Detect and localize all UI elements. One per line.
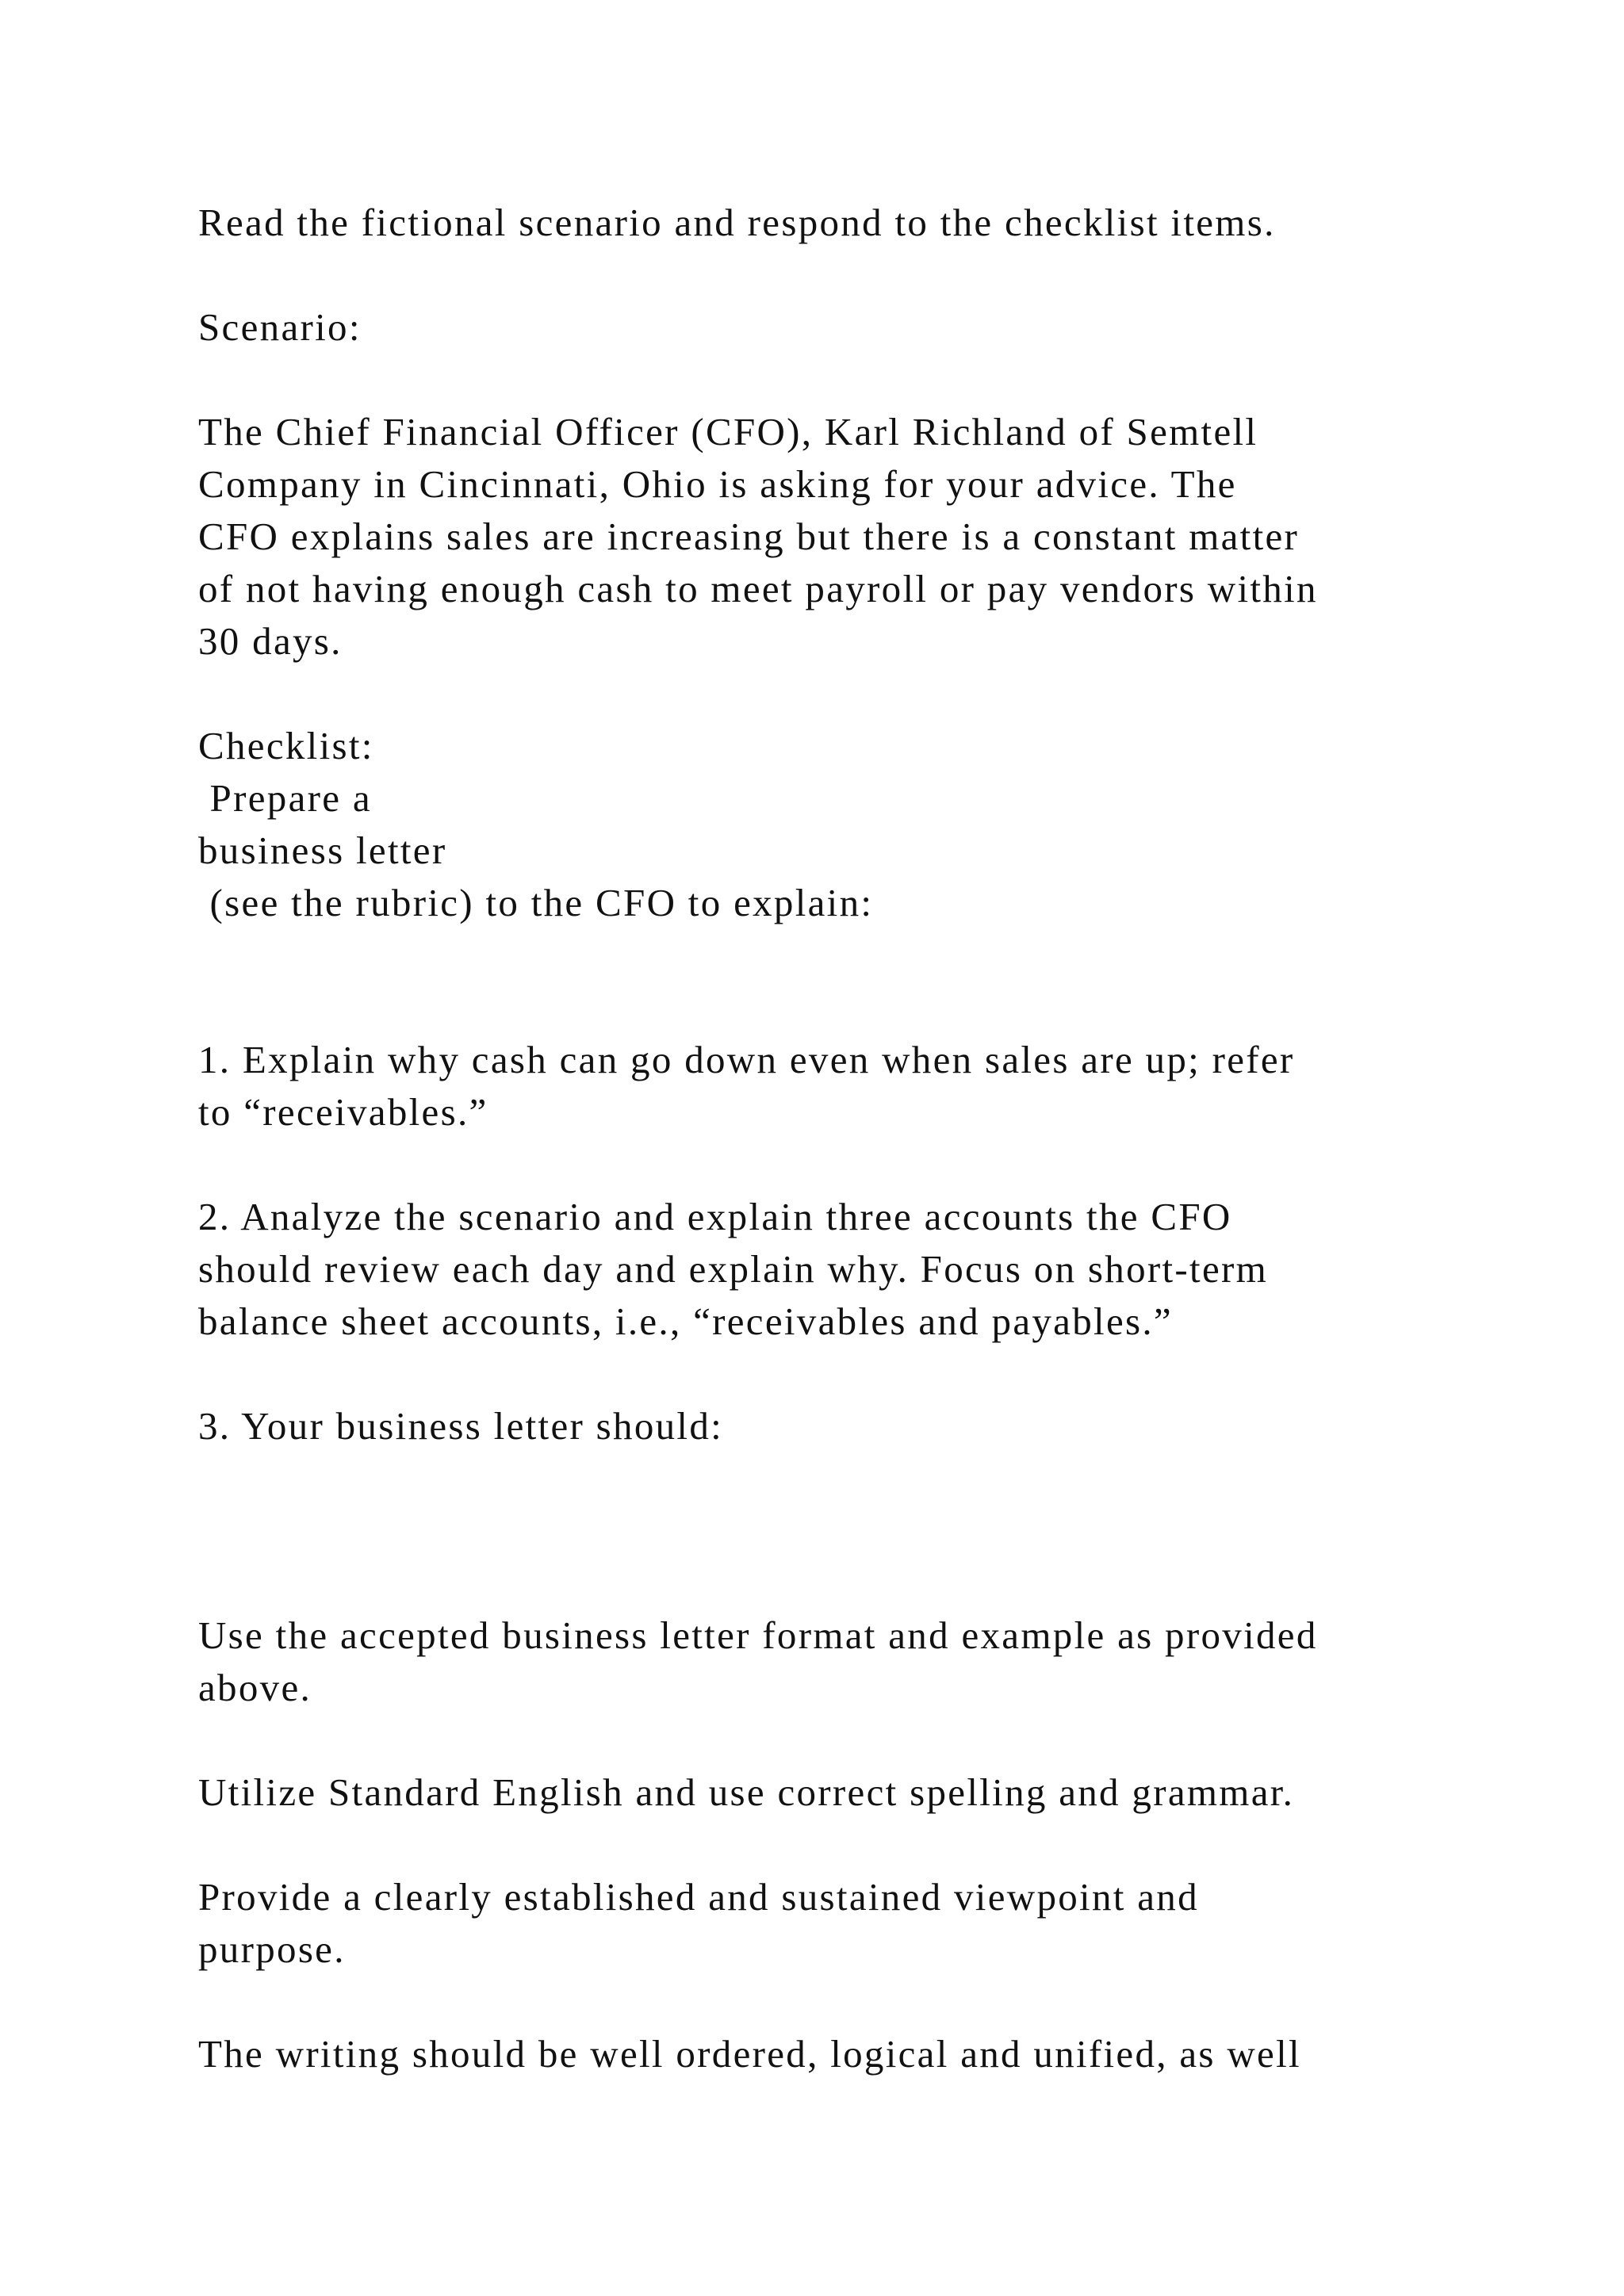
scenario-line-3: CFO explains sales are increasing but there is a constant matter <box>198 515 1300 558</box>
requirement-3-line-1: Provide a clearly established and sustained viewpoint and <box>198 1875 1199 1919</box>
item-2-line-2: should review each day and explain why. Focus on short-term <box>198 1247 1269 1291</box>
checklist-heading: Checklist: <box>198 724 374 767</box>
checklist-intro-line-2: business letter <box>198 828 447 872</box>
item-3-line: 3. Your business letter should: <box>198 1404 724 1448</box>
requirement-4-line: The writing should be well ordered, logical and unified, as well <box>198 2032 1301 2076</box>
requirement-1-line-1: Use the accepted business letter format and example as provided <box>198 1613 1318 1657</box>
item-2-line-1: 2. Analyze the scenario and explain three accounts the CFO <box>198 1195 1232 1238</box>
item-2-line-3: balance sheet accounts, i.e., “receivables and payables.” <box>198 1299 1173 1343</box>
checklist-intro-line-1: Prepare a <box>198 776 372 820</box>
requirement-3-line-2: purpose. <box>198 1927 346 1971</box>
scenario-line-5: 30 days. <box>198 619 343 663</box>
requirement-2-line: Utilize Standard English and use correct spelling and grammar. <box>198 1770 1295 1814</box>
checklist-intro-line-3: (see the rubric) to the CFO to explain: <box>198 881 874 924</box>
intro-text: Read the fictional scenario and respond to the checklist items. <box>198 201 1276 244</box>
scenario-line-2: Company in Cincinnati, Ohio is asking for your advice. The <box>198 462 1237 506</box>
requirement-1-line-2: above. <box>198 1666 312 1709</box>
scenario-line-4: of not having enough cash to meet payroll or pay vendors within <box>198 567 1318 610</box>
item-1-line-1: 1. Explain why cash can go down even when sales are up; refer <box>198 1038 1295 1081</box>
item-1-line-2: to “receivables.” <box>198 1090 488 1134</box>
scenario-line-1: The Chief Financial Officer (CFO), Karl Richland of Semtell <box>198 410 1258 453</box>
scenario-heading: Scenario: <box>198 305 362 349</box>
